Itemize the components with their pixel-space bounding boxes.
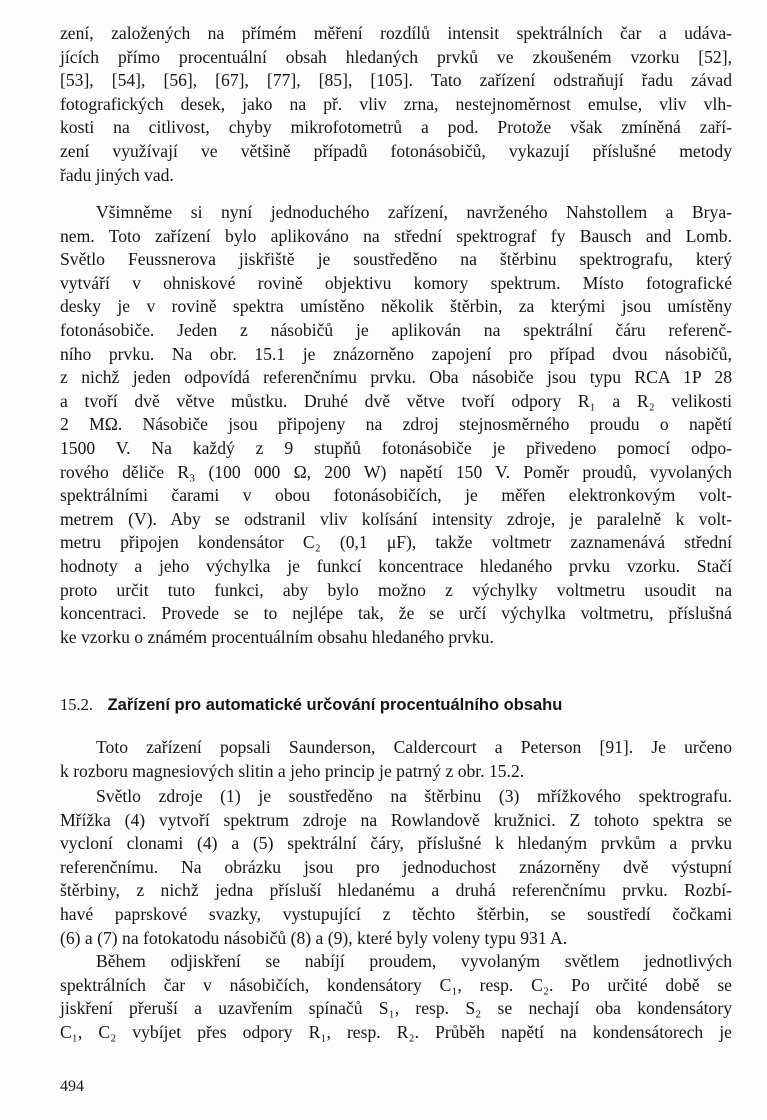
text-line: jiskření přeruší a uzavřením spínačů S₁, resp. S₂ se nechají oba kondensátory bbox=[60, 998, 732, 1019]
text-line: Všimněme si nyní jednoduchého zařízení, navrženého Nahstollem a Brya- bbox=[96, 202, 732, 222]
text-line: hodnoty a jeho výchylka je funkcí koncentrace hledaného prvku vzorku. Stačí bbox=[60, 555, 732, 576]
page-number: 494 bbox=[60, 1078, 84, 1095]
text-line: spektrálních čar v násobičích, kondensátory C₁, resp. C₂. Po určité době se bbox=[60, 974, 732, 995]
section-paragraph-2 bbox=[60, 785, 732, 950]
text-line: fotonásobiče. Jeden z násobičů je aplikován na spektrální čáru referenč- bbox=[60, 319, 732, 340]
text-line: metru připojen kondensátor C₂ (0,1 μF), takže voltmetr zaznamenává střední bbox=[60, 532, 732, 553]
text-line: vytváří v ohniskové rovině objektivu komory spektrum. Místo fotografické bbox=[60, 272, 732, 293]
section-paragraph-3 bbox=[60, 950, 732, 1044]
text-line: C₁, C₂ vybíjet přes odpory R₁, resp. R₂. Průběh napětí na kondensátorech je bbox=[60, 1021, 732, 1042]
section-title: Zařízení pro automatické určování procentuálního obsahu bbox=[107, 696, 563, 714]
intro-paragraph bbox=[60, 22, 732, 187]
text-line: Toto zařízení popsali Saunderson, Caldercourt a Peterson [91]. Je určeno bbox=[96, 737, 732, 757]
section-paragraph-1 bbox=[60, 736, 732, 783]
text-line: zení využívají ve většině případů fotonásobičů, vykazují příslušné metody bbox=[60, 140, 732, 161]
text-line: řadu jiných vad. bbox=[60, 164, 174, 185]
text-line: štěrbiny, z nichž jedna přísluší hledanému a druhá referenčnímu prvku. Rozbí- bbox=[60, 880, 732, 901]
text-line: 2 MΩ. Násobiče jsou připojeny na zdroj stejnosměrného proudu o napětí bbox=[60, 414, 732, 435]
text-line: Světlo Feussnerova jiskřiště je soustředěno na štěrbinu spektrografu, který bbox=[60, 249, 732, 270]
text-line: jících přímo procentuální obsah hledaných prvků ve zkoušeném vzorku [52], bbox=[60, 46, 732, 67]
text-line: desky je v rovině spektra umístěno několik štěrbin, za kterými jsou umístěny bbox=[60, 296, 732, 317]
section-heading bbox=[60, 695, 740, 715]
section-number: 15.2. bbox=[60, 695, 93, 714]
text-line: havé paprskové svazky, vystupující z těchto štěrbin, se soustředí čočkami bbox=[60, 903, 732, 924]
text-line: proto určit tuto funkci, aby bylo možno z výchylky voltmetru usoudit na bbox=[60, 579, 732, 600]
text-line: referenčnímu. Na obrázku jsou pro jednoduchost znázorněny dvě výstupní bbox=[60, 856, 732, 877]
text-line: koncentraci. Provede se to nejlépe tak, že se určí výchylka voltmetru, příslušná bbox=[60, 603, 732, 624]
text-line: vycloní clonami (4) a (5) spektrální čáry, příslušné k hledaným prvkům a prvku bbox=[60, 833, 732, 854]
text-line: metrem (V). Aby se odstranil vliv kolísání intensity zdroje, je paralelně k volt- bbox=[60, 508, 732, 529]
text-line: fotografických desek, jako na př. vliv zrna, nestejnoměrnost emulse, vliv vlh- bbox=[60, 93, 732, 114]
text-line: ke vzorku o známém procentuálním obsahu hledaného prvku. bbox=[60, 626, 494, 647]
text-line: [53], [54], [56], [67], [77], [85], [105]. Tato zařízení odstraňují řadu závad bbox=[60, 70, 732, 91]
text-line: (6) a (7) na fotokatodu násobičů (8) a (9), které byly voleny typu 931 A. bbox=[60, 927, 568, 948]
text-line: z nichž jeden odpovídá referenčnímu prvku. Oba násobiče jsou typu RCA 1P 28 bbox=[60, 367, 732, 388]
text-line: zení, založených na přímém měření rozdílů intensit spektrálních čar a udáva- bbox=[60, 23, 732, 43]
text-line: Mřížka (4) vytvoří spektrum zdroje na Rowlandově kružnici. Z tohoto spektra se bbox=[60, 809, 732, 830]
text-line: k rozboru magnesiových slitin a jeho princip je patrný z obr. 15.2. bbox=[60, 760, 525, 781]
text-line: rového děliče R₃ (100 000 Ω, 200 W) napětí 150 V. Poměr proudů, vyvolaných bbox=[60, 461, 732, 482]
text-line: kosti na citlivost, chyby mikrofotometrů a pod. Protože však zmíněná zaří- bbox=[60, 117, 732, 138]
nahstoll-bryan-paragraph bbox=[60, 201, 732, 649]
text-line: spektrálními čarami v obou fotonásobičích, je měřen elektronkovým volt- bbox=[60, 485, 732, 506]
text-line: Během odjiskření se nabíjí proudem, vyvolaným světlem jednotlivých bbox=[96, 951, 732, 971]
text-line: 1500 V. Na každý z 9 stupňů fotonásobiče je přivedeno pomocí odpo- bbox=[60, 437, 732, 458]
text-line: Světlo zdroje (1) je soustředěno na štěrbinu (3) mřížkového spektrografu. bbox=[96, 786, 732, 806]
text-line: ního prvku. Na obr. 15.1 je znázorněno zapojení pro případ dvou násobičů, bbox=[60, 343, 732, 364]
text-line: a tvoří dvě větve můstku. Druhé dvě větve tvoří odpory R₁ a R₂ velikosti bbox=[60, 390, 732, 411]
text-line: nem. Toto zařízení bylo aplikováno na střední spektrograf fy Bausch and Lomb. bbox=[60, 225, 732, 246]
